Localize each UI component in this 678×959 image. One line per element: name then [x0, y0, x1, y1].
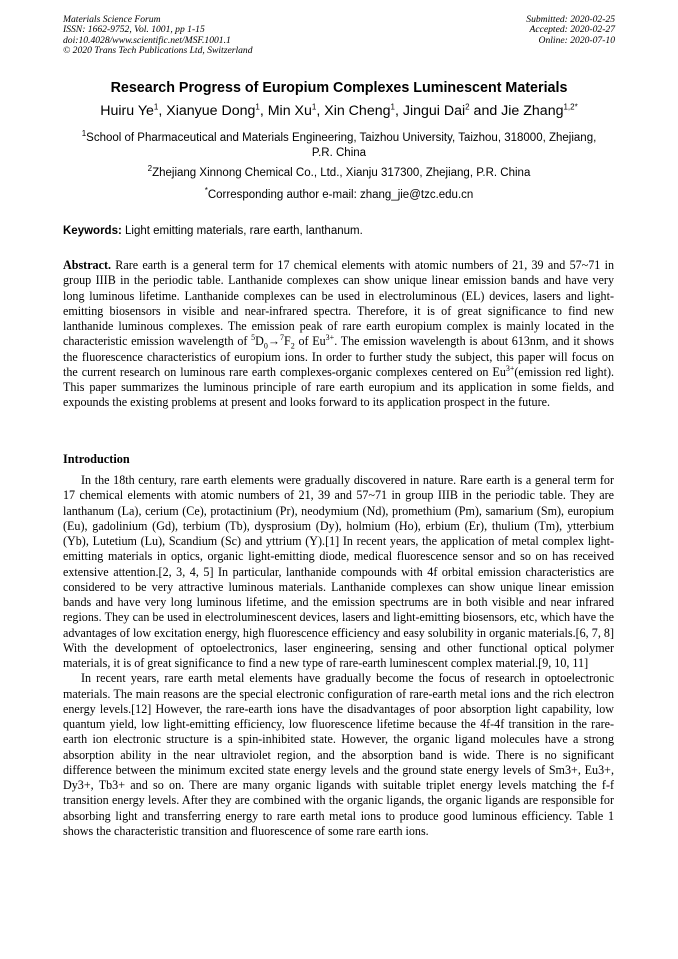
affiliation-1	[70, 131, 608, 161]
transition-lower-term: F	[283, 334, 291, 349]
author-name: Huiru Ye	[100, 103, 154, 119]
journal-name: Materials Science Forum	[63, 14, 161, 25]
abstract-text: Rare earth is a general term for 17 chemical elements with atomic numbers of 21, 39 and 57~71 in group IIIB in the periodic table. Lanthanide complexes can show unique linear emission bands and have very long luminous lifetime. Lanthanide complexes can be used in electroluminous (EL) devices, lasers and light-emitting biosensors in visible and near-infrared spectra. Therefore, it is of great significance to find new lanthanide luminous complexes. The emission peak of rare earth europium complex is mainly located in the characteristic emission wavelength of	[63, 258, 614, 349]
author-name: Xianyue Dong	[166, 103, 256, 119]
transition-upper-term: D	[255, 334, 264, 349]
journal-issn: ISSN: 1662-9752, Vol. 1001, pp 1-15	[63, 24, 205, 36]
intro-paragraph: In the 18th century, rare earth elements were gradually discovered in nature. Rare earth is a general term for 17 chemical elements with atomic numbers of 21, 39 and 57~71 in group IIIB in the periodic table. They are lanthanum (La), cerium (Ce), protactinium (Pr), neodymium (Nd), promethium (Pm), samarium (Sm), europium (Eu), gadolinium (Gd), terbium (Tb), dysprosium (Dy), holmium (Ho), erbium (Er), thulium (Tm), ytterbium (Yb), Lutetium (Lu), Scandium (Sc) and yttrium (Y).[1] In recent years, the application of metal complex light-emitting materials in optics, organic light-emitting diode, medical fluorescence sensor and so on has received extensive attention.[2, 3, 4, 5] In particular, lanthanide compounds with 4f orbital emission characteristics are considered to be very attractive luminous materials. Lanthanide complexes can show unique linear emission bands and have very long luminous lifetime, and the emission spectrums are in both visible and near infrared regions. They can be used in electroluminescent devices, lasers and light-emitting biosensors, etc, which have the advantages of low excitation energy, high fluorescence efficiency and easy solubility in organic materials.[6, 7, 8] With the development of optoelectronics, laser engineering, sensing and other functional optical polymer materials, it is of great significance to find a new type of rare-earth luminescent complex material.[9, 10, 11]	[63, 473, 614, 670]
keywords	[63, 224, 623, 239]
submitted-date: Submitted: 2020-02-25	[526, 14, 615, 25]
author-name: Xin Cheng	[324, 103, 391, 119]
author-list	[30, 101, 648, 121]
author-separator: ,	[158, 103, 167, 119]
accepted-date: Accepted: 2020-02-27	[529, 24, 615, 36]
author-name: Jie Zhang	[501, 103, 564, 119]
abstract	[63, 258, 614, 411]
keywords-label: Keywords:	[63, 225, 122, 237]
intro-paragraph: In recent years, rare earth metal elements have gradually become the focus of research in optoelectronic materials. The main reasons are the special electronic configuration of rare-earth metal ions and the rich electron energy levels.[12] However, the rare-earth ions have the disadvantages of poor absorption light capability, low quantum yield, low light-emitting efficiency, low fluorescence lifetime because the 4f-4f transition in the rare-earth ion electronic structure is a spin-inhibited state. However, the organic ligand molecules have a strong absorption ability in the near ultraviolet region, and the absorption band is wide. There is no significant difference between the minimum excited state energy levels and the ground state energy levels of Sm3+, Eu3+, Dy3+, Tb3+ and so on. There are many organic ligands with suitable triplet energy levels matching the f-f transition energy levels. After they are combined with the organic ligands, the organic ligands are responsible for absorbing light and transferring energy to rare earth metal ions to produce good luminous efficiency. Table 1 shows the characteristic transition and fluorescence of some rare earth ions.	[63, 671, 614, 838]
abstract-text: (emission red light). This paper summarizes the luminous principle of rare earth europium and its application in some fields, and expounds the existing problems at present and looks forward to its application prospect in the future.	[63, 364, 614, 410]
introduction-body	[63, 473, 614, 839]
author-separator: ,	[394, 103, 403, 119]
transition-upper-j: 0	[263, 341, 268, 351]
author-affiliation-mark: 1,2*	[563, 102, 578, 112]
affiliation-mark: 1	[81, 129, 87, 139]
keywords-text: Light emitting materials, rare earth, lanthanum.	[125, 225, 363, 237]
transition-upper-multiplicity: 5	[251, 333, 256, 343]
author-separator: ,	[316, 103, 325, 119]
transition-lower-j: 2	[290, 341, 295, 351]
online-date: Online: 2020-07-10	[538, 34, 615, 46]
ion-charge: 3+	[505, 363, 515, 373]
transition-lower-multiplicity: 7	[279, 333, 284, 343]
submission-dates	[526, 15, 615, 46]
author-separator-last: and	[469, 103, 502, 119]
journal-doi: doi:10.4028/www.scientific.net/MSF.1001.1	[63, 34, 231, 46]
corresponding-mark: *	[204, 186, 208, 196]
abstract-label: Abstract.	[63, 258, 112, 272]
paper-title: Research Progress of Europium Complexes Luminescent Materials	[110, 80, 568, 96]
affiliation-mark: 2	[147, 164, 153, 174]
author-affiliation-mark: 1	[311, 102, 317, 112]
abstract-text: . The emission wavelength is about 613nm, and it shows the fluorescence characteristics of europium ions. In order to further study the subject, this paper will focus on the current research on luminous rare earth complexes-organic complexes centered on Eu	[63, 334, 614, 379]
author-name: Min Xu	[267, 103, 312, 119]
affiliation-text: Zhejiang Xinnong Chemical Co., Ltd., Xianju 317300, Zhejiang, P.R. China	[152, 167, 531, 179]
journal-copyright: © 2020 Trans Tech Publications Ltd, Switzerland	[63, 45, 253, 57]
abstract-text: of Eu	[294, 334, 326, 349]
corresponding-email: Corresponding author e-mail: zhang_jie@tzc.edu.cn	[207, 189, 474, 201]
transition-arrow: →	[267, 334, 280, 349]
affiliation-text: School of Pharmaceutical and Materials Engineering, Taizhou University, Taizhou, 318000, Zhejiang, P.R. China	[86, 132, 597, 159]
author-affiliation-mark: 1	[153, 102, 159, 112]
section-heading-introduction: Introduction	[63, 452, 130, 466]
ion-charge: 3+	[325, 333, 335, 343]
author-separator: ,	[259, 103, 268, 119]
journal-info	[63, 15, 253, 57]
author-name: Jingui Dai	[402, 103, 466, 119]
author-affiliation-mark: 1	[390, 102, 395, 112]
author-affiliation-mark: 2	[465, 102, 470, 112]
affiliation-2	[70, 166, 608, 181]
corresponding-author	[70, 188, 608, 203]
author-affiliation-mark: 1	[255, 102, 260, 112]
